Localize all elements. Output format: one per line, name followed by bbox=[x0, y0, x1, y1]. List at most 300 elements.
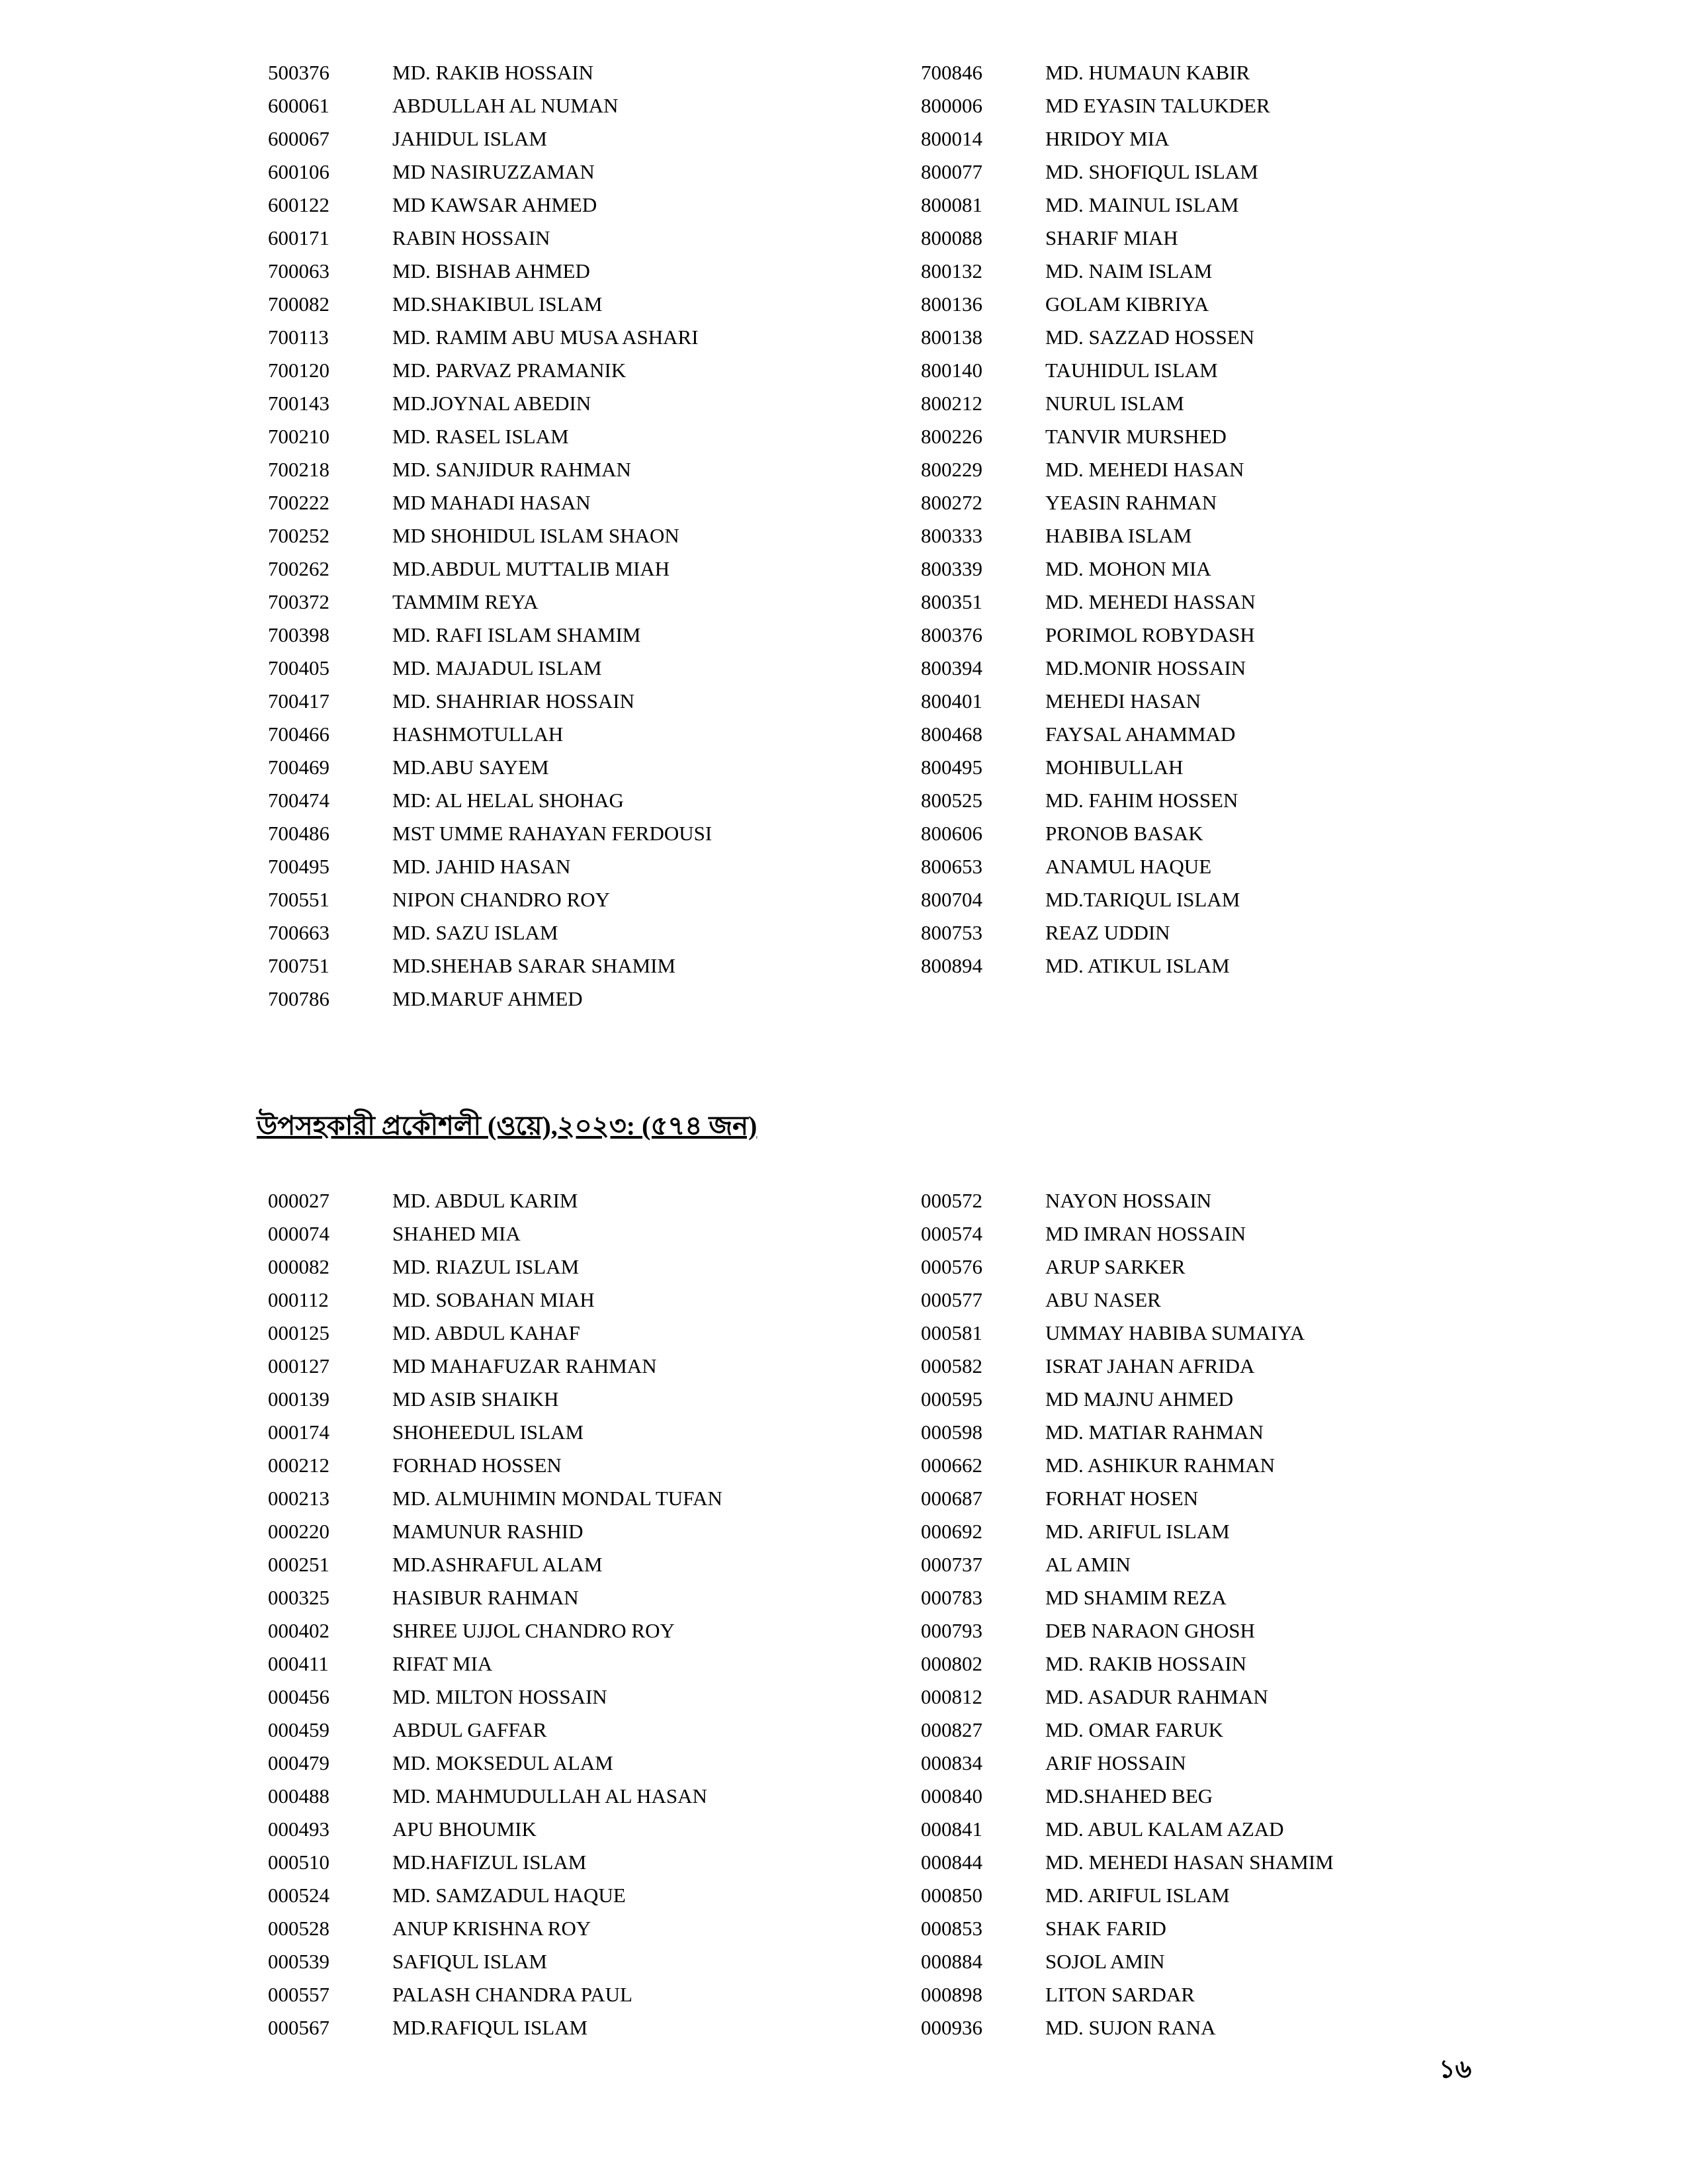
roll-number: 000793 bbox=[921, 1619, 982, 1642]
list-item bbox=[268, 1813, 863, 1846]
roll-number: 700082 bbox=[268, 292, 329, 316]
list-item bbox=[268, 1350, 863, 1383]
candidate-name: RABIN HOSSAIN bbox=[392, 226, 550, 249]
list-item bbox=[921, 850, 1516, 883]
list-item bbox=[268, 1548, 863, 1581]
list-item bbox=[268, 155, 863, 189]
candidate-name: MD.ASHRAFUL ALAM bbox=[392, 1553, 603, 1576]
list-item bbox=[268, 354, 863, 387]
candidate-name: MD. PARVAZ PRAMANIK bbox=[392, 359, 627, 382]
roll-number: 000827 bbox=[921, 1718, 982, 1741]
candidate-name: MD.ABU SAYEM bbox=[392, 756, 549, 779]
candidate-name: MD.JOYNAL ABEDIN bbox=[392, 392, 591, 415]
roll-number: 000581 bbox=[921, 1321, 982, 1344]
list-item bbox=[921, 288, 1516, 321]
list-item bbox=[268, 1978, 863, 2011]
list-item bbox=[921, 387, 1516, 420]
candidate-name: TAUHIDUL ISLAM bbox=[1045, 359, 1218, 382]
roll-number: 000074 bbox=[268, 1222, 329, 1245]
roll-number: 800525 bbox=[921, 789, 982, 812]
list-item bbox=[268, 718, 863, 751]
candidate-name: ANUP KRISHNA ROY bbox=[392, 1917, 591, 1940]
list-item bbox=[921, 255, 1516, 288]
roll-number: 700466 bbox=[268, 722, 329, 746]
candidate-name: JAHIDUL ISLAM bbox=[392, 127, 547, 150]
candidate-name: ABDULLAH AL NUMAN bbox=[392, 94, 619, 117]
list-item bbox=[921, 1449, 1516, 1482]
roll-number: 000027 bbox=[268, 1189, 329, 1212]
candidate-name: MD. ASADUR RAHMAN bbox=[1045, 1685, 1268, 1708]
candidate-name: MD EYASIN TALUKDER bbox=[1045, 94, 1270, 117]
candidate-name: MD. MILTON HOSSAIN bbox=[392, 1685, 607, 1708]
roll-number: 000841 bbox=[921, 1817, 982, 1841]
roll-number: 800394 bbox=[921, 656, 982, 679]
list-item bbox=[921, 1647, 1516, 1681]
candidate-name: PRONOB BASAK bbox=[1045, 822, 1203, 845]
candidate-name: HASIBUR RAHMAN bbox=[392, 1586, 579, 1609]
candidate-name: MD: AL HELAL SHOHAG bbox=[392, 789, 624, 812]
list-item bbox=[268, 552, 863, 586]
candidate-name: MD. MATIAR RAHMAN bbox=[1045, 1420, 1264, 1444]
roll-number: 700372 bbox=[268, 590, 329, 613]
candidate-name: MD. MOHON MIA bbox=[1045, 557, 1211, 580]
candidate-name: MD. MEHEDI HASAN SHAMIM bbox=[1045, 1851, 1334, 1874]
roll-number: 000662 bbox=[921, 1454, 982, 1477]
roll-number: 700252 bbox=[268, 524, 329, 547]
candidate-name: MD. MEHEDI HASSAN bbox=[1045, 590, 1256, 613]
roll-number: 800140 bbox=[921, 359, 982, 382]
list-item bbox=[268, 420, 863, 453]
candidate-name: MD. ABUL KALAM AZAD bbox=[1045, 1817, 1284, 1841]
list-item bbox=[268, 1416, 863, 1449]
roll-number: 000220 bbox=[268, 1520, 329, 1543]
roll-number: 700786 bbox=[268, 987, 329, 1010]
list-item bbox=[268, 916, 863, 949]
candidate-name: FORHAD HOSSEN bbox=[392, 1454, 562, 1477]
list-item bbox=[268, 586, 863, 619]
candidate-name: MD. RAKIB HOSSAIN bbox=[1045, 1652, 1247, 1675]
list-item bbox=[921, 586, 1516, 619]
candidate-name: PORIMOL ROBYDASH bbox=[1045, 623, 1255, 646]
roll-number: 800894 bbox=[921, 954, 982, 977]
candidate-name: MD. ALMUHIMIN MONDAL TUFAN bbox=[392, 1487, 722, 1510]
list-item bbox=[921, 1515, 1516, 1548]
candidate-name: HABIBA ISLAM bbox=[1045, 524, 1192, 547]
candidate-name: UMMAY HABIBA SUMAIYA bbox=[1045, 1321, 1305, 1344]
candidate-name: MD.TARIQUL ISLAM bbox=[1045, 888, 1240, 911]
candidate-name: MD. ARIFUL ISLAM bbox=[1045, 1884, 1230, 1907]
list-item bbox=[268, 850, 863, 883]
list-item bbox=[921, 1747, 1516, 1780]
roll-number: 500376 bbox=[268, 61, 329, 84]
candidate-name: MD.SHEHAB SARAR SHAMIM bbox=[392, 954, 676, 977]
candidate-name: MD. SHAHRIAR HOSSAIN bbox=[392, 689, 635, 713]
roll-number: 000802 bbox=[921, 1652, 982, 1675]
candidate-name: MD. FAHIM HOSSEN bbox=[1045, 789, 1238, 812]
roll-number: 800088 bbox=[921, 226, 982, 249]
roll-number: 000488 bbox=[268, 1784, 329, 1808]
roll-number: 000812 bbox=[921, 1685, 982, 1708]
list-item bbox=[921, 1350, 1516, 1383]
candidate-name: ARUP SARKER bbox=[1045, 1255, 1186, 1278]
list-item bbox=[268, 1614, 863, 1647]
candidate-name: GOLAM KIBRIYA bbox=[1045, 292, 1209, 316]
list-item bbox=[921, 155, 1516, 189]
list-item bbox=[921, 916, 1516, 949]
roll-number: 000528 bbox=[268, 1917, 329, 1940]
list-item bbox=[268, 652, 863, 685]
candidate-name: MD. NAIM ISLAM bbox=[1045, 259, 1213, 283]
candidate-name: APU BHOUMIK bbox=[392, 1817, 537, 1841]
list-item bbox=[268, 1912, 863, 1945]
list-item bbox=[268, 1317, 863, 1350]
candidate-name: MD. SAMZADUL HAQUE bbox=[392, 1884, 626, 1907]
candidate-name: HASHMOTULLAH bbox=[392, 722, 564, 746]
roll-number: 700262 bbox=[268, 557, 329, 580]
roll-number: 800229 bbox=[921, 458, 982, 481]
list-item bbox=[921, 784, 1516, 817]
list-item bbox=[268, 1714, 863, 1747]
roll-number: 000459 bbox=[268, 1718, 329, 1741]
roll-number: 700551 bbox=[268, 888, 329, 911]
list-item bbox=[268, 751, 863, 784]
roll-number: 700405 bbox=[268, 656, 329, 679]
roll-number: 000524 bbox=[268, 1884, 329, 1907]
candidate-name: MD.MARUF AHMED bbox=[392, 987, 583, 1010]
candidate-name: MD MAHAFUZAR RAHMAN bbox=[392, 1354, 657, 1377]
list-item bbox=[921, 1284, 1516, 1317]
list-item bbox=[268, 1647, 863, 1681]
candidate-name: AL AMIN bbox=[1045, 1553, 1131, 1576]
list-item bbox=[268, 1184, 863, 1217]
candidate-name: TANVIR MURSHED bbox=[1045, 425, 1227, 448]
roll-number: 800653 bbox=[921, 855, 982, 878]
roll-number: 000840 bbox=[921, 1784, 982, 1808]
list-item bbox=[268, 1515, 863, 1548]
roll-number: 000567 bbox=[268, 2016, 329, 2039]
candidate-name: FAYSAL AHAMMAD bbox=[1045, 722, 1236, 746]
roll-number: 800014 bbox=[921, 127, 982, 150]
candidate-name: MD. OMAR FARUK bbox=[1045, 1718, 1223, 1741]
list-item bbox=[921, 122, 1516, 155]
candidate-name: MD. BISHAB AHMED bbox=[392, 259, 590, 283]
roll-number: 800077 bbox=[921, 160, 982, 183]
roll-number: 700398 bbox=[268, 623, 329, 646]
roll-number: 000582 bbox=[921, 1354, 982, 1377]
candidate-name: PALASH CHANDRA PAUL bbox=[392, 1983, 632, 2006]
roll-number: 600067 bbox=[268, 127, 329, 150]
list-item bbox=[268, 1879, 863, 1912]
candidate-name: MEHEDI HASAN bbox=[1045, 689, 1201, 713]
roll-number: 700113 bbox=[268, 326, 329, 349]
candidate-name: MD SHAMIM REZA bbox=[1045, 1586, 1227, 1609]
roll-number: 000082 bbox=[268, 1255, 329, 1278]
list-item bbox=[268, 321, 863, 354]
list-item bbox=[268, 685, 863, 718]
candidate-name: RIFAT MIA bbox=[392, 1652, 493, 1675]
candidate-name: MD.RAFIQUL ISLAM bbox=[392, 2016, 588, 2039]
candidate-name: MD.HAFIZUL ISLAM bbox=[392, 1851, 587, 1874]
list-item bbox=[268, 949, 863, 983]
list-item bbox=[268, 1449, 863, 1482]
roll-number: 000479 bbox=[268, 1751, 329, 1774]
roll-number: 000510 bbox=[268, 1851, 329, 1874]
roll-number: 000557 bbox=[268, 1983, 329, 2006]
list-item bbox=[921, 1714, 1516, 1747]
roll-number: 700417 bbox=[268, 689, 329, 713]
roll-number: 600122 bbox=[268, 193, 329, 216]
roll-number: 800351 bbox=[921, 590, 982, 613]
list-item bbox=[268, 222, 863, 255]
candidate-name: MOHIBULLAH bbox=[1045, 756, 1184, 779]
list-item bbox=[268, 387, 863, 420]
list-item bbox=[268, 817, 863, 850]
candidate-name: MD. RASEL ISLAM bbox=[392, 425, 569, 448]
candidate-name: MST UMME RAHAYAN FERDOUSI bbox=[392, 822, 713, 845]
roll-number: 000687 bbox=[921, 1487, 982, 1510]
list-item bbox=[268, 1217, 863, 1250]
roll-number: 000737 bbox=[921, 1553, 982, 1576]
roll-number: 800226 bbox=[921, 425, 982, 448]
roll-number: 800136 bbox=[921, 292, 982, 316]
list-item bbox=[921, 949, 1516, 983]
list-item bbox=[921, 817, 1516, 850]
candidate-name: MD. ASHIKUR RAHMAN bbox=[1045, 1454, 1276, 1477]
candidate-name: MD.SHAKIBUL ISLAM bbox=[392, 292, 603, 316]
page-number: ১৬ bbox=[1439, 2056, 1472, 2083]
roll-number: 800212 bbox=[921, 392, 982, 415]
list-item bbox=[921, 89, 1516, 122]
candidate-name: SHARIF MIAH bbox=[1045, 226, 1178, 249]
roll-number: 800495 bbox=[921, 756, 982, 779]
candidate-name: MD. RIAZUL ISLAM bbox=[392, 1255, 580, 1278]
list-item bbox=[268, 89, 863, 122]
list-item bbox=[268, 883, 863, 916]
list-item bbox=[268, 2011, 863, 2044]
candidate-name: SAFIQUL ISLAM bbox=[392, 1950, 547, 1973]
list-item bbox=[268, 1780, 863, 1813]
roll-number: 000850 bbox=[921, 1884, 982, 1907]
candidate-name: MD.ABDUL MUTTALIB MIAH bbox=[392, 557, 670, 580]
list-item bbox=[268, 1581, 863, 1614]
candidate-name: MD. SANJIDUR RAHMAN bbox=[392, 458, 631, 481]
roll-number: 700474 bbox=[268, 789, 329, 812]
roll-number: 000325 bbox=[268, 1586, 329, 1609]
section-heading: উপসহকারী প্রকৌশলী (ওয়ে),২০২৩: (৫৭৪ জন) bbox=[257, 1111, 757, 1141]
list-item bbox=[921, 420, 1516, 453]
list-item bbox=[268, 784, 863, 817]
list-item bbox=[921, 751, 1516, 784]
list-item bbox=[921, 1217, 1516, 1250]
list-item bbox=[921, 1184, 1516, 1217]
list-item bbox=[921, 1548, 1516, 1581]
list-item bbox=[921, 1383, 1516, 1416]
roll-number: 000402 bbox=[268, 1619, 329, 1642]
roll-number: 000213 bbox=[268, 1487, 329, 1510]
roll-number: 700218 bbox=[268, 458, 329, 481]
roll-number: 000125 bbox=[268, 1321, 329, 1344]
candidate-name: MD KAWSAR AHMED bbox=[392, 193, 597, 216]
candidate-name: MD.SHAHED BEG bbox=[1045, 1784, 1213, 1808]
roll-number: 000834 bbox=[921, 1751, 982, 1774]
roll-number: 700495 bbox=[268, 855, 329, 878]
candidate-name: MD. SUJON RANA bbox=[1045, 2016, 1216, 2039]
roll-number: 700063 bbox=[268, 259, 329, 283]
list-item bbox=[921, 718, 1516, 751]
list-item bbox=[268, 486, 863, 519]
list-item bbox=[921, 1978, 1516, 2011]
candidate-name: MD. ARIFUL ISLAM bbox=[1045, 1520, 1230, 1543]
list-item bbox=[268, 519, 863, 552]
candidate-name: MD IMRAN HOSSAIN bbox=[1045, 1222, 1246, 1245]
list-item bbox=[921, 685, 1516, 718]
candidate-name: ANAMUL HAQUE bbox=[1045, 855, 1212, 878]
candidate-name: MD NASIRUZZAMAN bbox=[392, 160, 595, 183]
list-item bbox=[268, 1482, 863, 1515]
list-item bbox=[921, 1813, 1516, 1846]
roll-number: 800339 bbox=[921, 557, 982, 580]
list-item bbox=[921, 1482, 1516, 1515]
candidate-name: MD. HUMAUN KABIR bbox=[1045, 61, 1250, 84]
candidate-name: MD. MEHEDI HASAN bbox=[1045, 458, 1244, 481]
roll-number: 700751 bbox=[268, 954, 329, 977]
candidate-name: SHOHEEDUL ISLAM bbox=[392, 1420, 584, 1444]
roll-number: 000853 bbox=[921, 1917, 982, 1940]
roll-number: 000576 bbox=[921, 1255, 982, 1278]
roll-number: 000493 bbox=[268, 1817, 329, 1841]
list-item bbox=[921, 354, 1516, 387]
list-item bbox=[921, 486, 1516, 519]
roll-number: 800081 bbox=[921, 193, 982, 216]
list-item bbox=[921, 1416, 1516, 1449]
candidate-name: DEB NARAON GHOSH bbox=[1045, 1619, 1255, 1642]
list-item bbox=[268, 619, 863, 652]
roll-number: 800138 bbox=[921, 326, 982, 349]
candidate-name: HRIDOY MIA bbox=[1045, 127, 1170, 150]
candidate-name: MD. ABDUL KARIM bbox=[392, 1189, 578, 1212]
list-item bbox=[921, 453, 1516, 486]
candidate-name: MD. ABDUL KAHAF bbox=[392, 1321, 580, 1344]
list-item bbox=[268, 1250, 863, 1284]
candidate-name: ARIF HOSSAIN bbox=[1045, 1751, 1186, 1774]
list-item bbox=[268, 255, 863, 288]
list-item bbox=[921, 1250, 1516, 1284]
candidate-name: MD. SHOFIQUL ISLAM bbox=[1045, 160, 1258, 183]
candidate-name: NURUL ISLAM bbox=[1045, 392, 1184, 415]
roll-number: 000884 bbox=[921, 1950, 982, 1973]
list-item bbox=[268, 1945, 863, 1978]
roll-number: 000212 bbox=[268, 1454, 329, 1477]
roll-number: 800006 bbox=[921, 94, 982, 117]
candidate-name: SOJOL AMIN bbox=[1045, 1950, 1165, 1973]
candidate-name: ABDUL GAFFAR bbox=[392, 1718, 547, 1741]
candidate-name: MD. MAHMUDULLAH AL HASAN bbox=[392, 1784, 707, 1808]
roll-number: 000456 bbox=[268, 1685, 329, 1708]
candidate-name: MD.MONIR HOSSAIN bbox=[1045, 656, 1246, 679]
roll-number: 000411 bbox=[268, 1652, 329, 1675]
roll-number: 600106 bbox=[268, 160, 329, 183]
list-item bbox=[268, 1681, 863, 1714]
list-item bbox=[268, 1846, 863, 1879]
list-item bbox=[921, 652, 1516, 685]
list-item bbox=[921, 1879, 1516, 1912]
roll-number: 800333 bbox=[921, 524, 982, 547]
list-item bbox=[921, 2011, 1516, 2044]
candidate-name: MD ASIB SHAIKH bbox=[392, 1387, 559, 1411]
roll-number: 000898 bbox=[921, 1983, 982, 2006]
list-item bbox=[921, 321, 1516, 354]
list-item bbox=[921, 222, 1516, 255]
roll-number: 000574 bbox=[921, 1222, 982, 1245]
roll-number: 000577 bbox=[921, 1288, 982, 1311]
candidate-name: MD. ATIKUL ISLAM bbox=[1045, 954, 1230, 977]
roll-number: 800606 bbox=[921, 822, 982, 845]
list-item bbox=[268, 453, 863, 486]
roll-number: 000572 bbox=[921, 1189, 982, 1212]
candidate-name: MD. MOKSEDUL ALAM bbox=[392, 1751, 613, 1774]
roll-number: 000174 bbox=[268, 1420, 329, 1444]
list-item bbox=[268, 189, 863, 222]
list-item bbox=[268, 122, 863, 155]
candidate-name: SHAHED MIA bbox=[392, 1222, 521, 1245]
roll-number: 000139 bbox=[268, 1387, 329, 1411]
list-item bbox=[921, 1614, 1516, 1647]
candidate-name: ABU NASER bbox=[1045, 1288, 1161, 1311]
roll-number: 000595 bbox=[921, 1387, 982, 1411]
candidate-name: MD. SAZU ISLAM bbox=[392, 921, 558, 944]
candidate-name: MD. RAFI ISLAM SHAMIM bbox=[392, 623, 641, 646]
roll-number: 000539 bbox=[268, 1950, 329, 1973]
list-item bbox=[268, 1383, 863, 1416]
list-item bbox=[921, 1945, 1516, 1978]
candidate-name: MD MAJNU AHMED bbox=[1045, 1387, 1234, 1411]
roll-number: 700210 bbox=[268, 425, 329, 448]
roll-number: 800468 bbox=[921, 722, 982, 746]
candidate-name: MD. JAHID HASAN bbox=[392, 855, 571, 878]
roll-number: 000127 bbox=[268, 1354, 329, 1377]
roll-number: 800132 bbox=[921, 259, 982, 283]
roll-number: 700846 bbox=[921, 61, 982, 84]
list-item bbox=[921, 883, 1516, 916]
roll-number: 800376 bbox=[921, 623, 982, 646]
candidate-name: YEASIN RAHMAN bbox=[1045, 491, 1217, 514]
roll-number: 800401 bbox=[921, 689, 982, 713]
roll-number: 600171 bbox=[268, 226, 329, 249]
candidate-name: MD. SOBAHAN MIAH bbox=[392, 1288, 595, 1311]
roll-number: 700663 bbox=[268, 921, 329, 944]
list-item bbox=[921, 519, 1516, 552]
candidate-name: MD. RAKIB HOSSAIN bbox=[392, 61, 594, 84]
list-item bbox=[268, 983, 863, 1016]
candidate-name: FORHAT HOSEN bbox=[1045, 1487, 1199, 1510]
list-item bbox=[268, 288, 863, 321]
candidate-name: TAMMIM REYA bbox=[392, 590, 539, 613]
roll-number: 800272 bbox=[921, 491, 982, 514]
candidate-name: MAMUNUR RASHID bbox=[392, 1520, 584, 1543]
list-item bbox=[268, 1747, 863, 1780]
list-item bbox=[921, 189, 1516, 222]
roll-number: 000936 bbox=[921, 2016, 982, 2039]
candidate-name: NAYON HOSSAIN bbox=[1045, 1189, 1212, 1212]
list-item bbox=[268, 1284, 863, 1317]
roll-number: 700222 bbox=[268, 491, 329, 514]
roll-number: 000783 bbox=[921, 1586, 982, 1609]
list-item bbox=[921, 1681, 1516, 1714]
candidate-name: MD. SAZZAD HOSSEN bbox=[1045, 326, 1255, 349]
candidate-name: SHREE UJJOL CHANDRO ROY bbox=[392, 1619, 675, 1642]
roll-number: 000598 bbox=[921, 1420, 982, 1444]
list-item bbox=[921, 619, 1516, 652]
